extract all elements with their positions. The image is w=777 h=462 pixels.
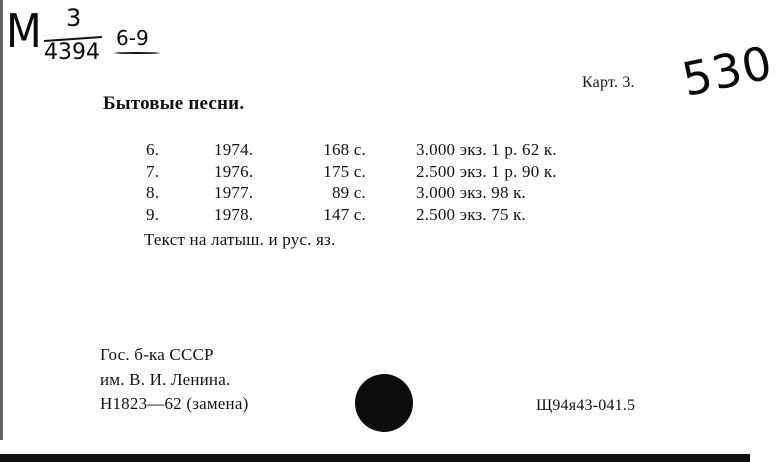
row-year: 1978. — [214, 205, 254, 224]
row-price: 2.500 экз. 1 р. 90 к. — [416, 162, 557, 181]
row-num: 6. — [146, 140, 160, 159]
row-price: 3.000 экз. 98 к. — [416, 183, 527, 202]
row-num: 9. — [146, 205, 160, 224]
row-num: 7. — [146, 162, 160, 181]
row-pages: 168 с. — [323, 140, 366, 159]
call-number-prefix: М — [5, 4, 42, 58]
extra-underline — [114, 52, 160, 54]
call-number-extra: 6-9 — [116, 26, 149, 50]
library-line-1: Гос. б-ка СССР — [100, 345, 214, 364]
library-line-2: им. В. И. Ленина. — [100, 370, 231, 389]
table-row — [146, 140, 606, 164]
punch-hole — [355, 374, 413, 432]
language-note: Текст на латыш. и рус. яз. — [144, 230, 336, 249]
call-number — [4, 6, 164, 68]
row-year: 1976. — [214, 162, 254, 181]
card-label: Карт. 3. — [582, 74, 635, 91]
call-number-fraction-bottom: 4394 — [44, 40, 100, 65]
row-year: 1977. — [214, 183, 254, 202]
row-year: 1974. — [214, 140, 254, 159]
catalog-code: Щ94я43-041.5 — [536, 397, 636, 414]
row-pages: 147 с. — [323, 205, 366, 224]
call-number-fraction-top: 3 — [66, 4, 82, 32]
table-row — [146, 205, 606, 229]
row-price: 2.500 экз. 75 к. — [416, 205, 527, 224]
handwritten-number: 530 — [677, 35, 777, 107]
row-pages: 175 с. — [323, 162, 366, 181]
row-price: 3.000 экз. 1 р. 62 к. — [416, 140, 557, 159]
row-num: 8. — [146, 183, 160, 202]
title: Бытовые песни. — [103, 93, 245, 114]
row-pages: 89 с. — [331, 183, 366, 202]
table-row — [146, 183, 606, 207]
library-line-3: Н1823—62 (замена) — [100, 394, 249, 413]
card-bottom-edge — [0, 454, 750, 462]
card-left-edge — [0, 0, 3, 440]
